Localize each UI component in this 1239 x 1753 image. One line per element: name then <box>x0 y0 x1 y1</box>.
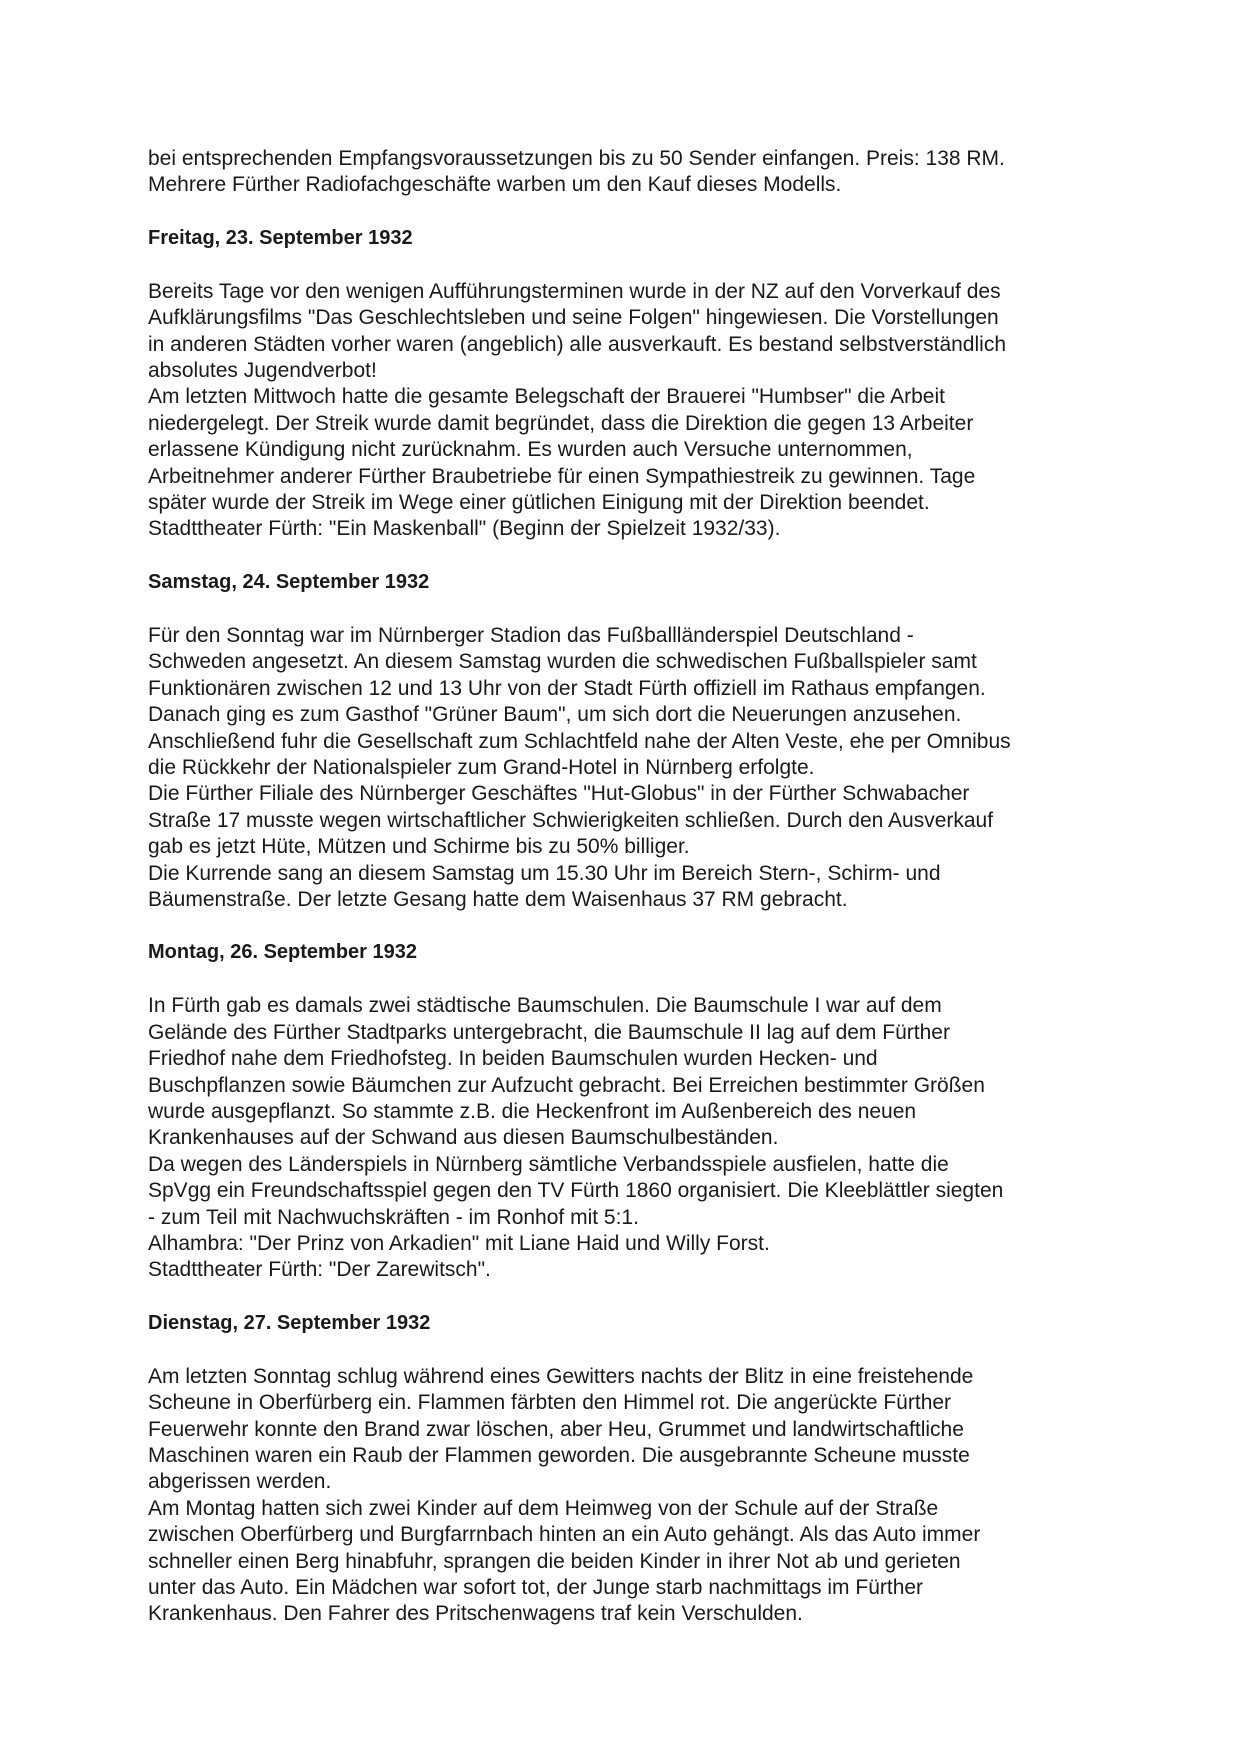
text-line: schneller einen Berg hinabfuhr, sprangen die beiden Kinder in ihrer Not ab und gerieten <box>148 1549 961 1573</box>
entry-heading: Samstag, 24. September 1932 <box>148 570 430 593</box>
intro-paragraph <box>148 146 1108 199</box>
text-line: in anderen Städten vorher waren (angeblich) alle ausverkauft. Es bestand selbstverständlich <box>148 332 1006 356</box>
text-line: Am letzten Sonntag schlug während eines Gewitters nachts der Blitz in eine freistehende <box>148 1364 974 1388</box>
text-line: Bäumenstraße. Der letzte Gesang hatte dem Waisenhaus 37 RM gebracht. <box>148 887 848 911</box>
text-line: - zum Teil mit Nachwuchskräften - im Ronhof mit 5:1. <box>148 1205 639 1229</box>
text-line: Friedhof nahe dem Friedhofsteg. In beiden Baumschulen wurden Hecken- und <box>148 1047 878 1071</box>
entry-heading: Montag, 26. September 1932 <box>148 941 417 964</box>
text-line: zwischen Oberfürberg und Burgfarrnbach hinten an ein Auto gehängt. Als das Auto immer <box>148 1523 981 1547</box>
text-line: In Fürth gab es damals zwei städtische Baumschulen. Die Baumschule I war auf dem <box>148 994 942 1018</box>
text-line: Aufklärungsfilms "Das Geschlechtsleben und seine Folgen" hingewiesen. Die Vorstellungen <box>148 306 999 330</box>
text-line: Buschpflanzen sowie Bäumchen zur Aufzucht gebracht. Bei Erreichen bestimmter Größen <box>148 1073 985 1097</box>
text-line: Am letzten Mittwoch hatte die gesamte Belegschaft der Brauerei "Humbser" die Arbeit <box>148 385 945 409</box>
text-line: Danach ging es zum Gasthof "Grüner Baum", um sich dort die Neuerungen anzusehen. <box>148 703 962 727</box>
text-line: die Rückkehr der Nationalspieler zum Grand-Hotel in Nürnberg erfolgte. <box>148 755 815 779</box>
text-line: niedergelegt. Der Streik wurde damit begründet, dass die Direktion die gegen 13 Arbeiter <box>148 411 974 435</box>
entry-body <box>148 279 1108 543</box>
text-line: wurde ausgepflanzt. So stammte z.B. die Heckenfront im Außenbereich des neuen <box>148 1099 917 1123</box>
entry-heading: Dienstag, 27. September 1932 <box>148 1311 431 1334</box>
text-line: Feuerwehr konnte den Brand zwar löschen, aber Heu, Grummet und landwirtschaftliche <box>148 1417 964 1441</box>
text-line: Stadttheater Fürth: "Ein Maskenball" (Beginn der Spielzeit 1932/33). <box>148 517 781 541</box>
text-line: Mehrere Fürther Radiofachgeschäfte warben um den Kauf dieses Modells. <box>148 173 842 197</box>
text-line: Arbeitnehmer anderer Fürther Braubetriebe für einen Sympathiestreik zu gewinnen. Tage <box>148 464 976 488</box>
entry-body <box>148 993 1108 1283</box>
entry-heading: Freitag, 23. September 1932 <box>148 226 413 249</box>
text-line: bei entsprechenden Empfangsvoraussetzungen bis zu 50 Sender einfangen. Preis: 138 RM. <box>148 147 1005 170</box>
text-line: abgerissen werden. <box>148 1470 332 1494</box>
entry-body <box>148 1364 1108 1628</box>
text-line: Straße 17 musste wegen wirtschaftlicher Schwierigkeiten schließen. Durch den Ausverkauf <box>148 808 994 832</box>
text-line: Anschließend fuhr die Gesellschaft zum Schlachtfeld nahe der Alten Veste, ehe per Omnibus <box>148 729 1011 753</box>
document-page <box>148 146 1108 1628</box>
text-line: Bereits Tage vor den wenigen Aufführungsterminen wurde in der NZ auf den Vorverkauf des <box>148 279 1001 303</box>
text-line: Gelände des Fürther Stadtparks untergebracht, die Baumschule II lag auf dem Fürther <box>148 1020 950 1044</box>
text-line: Krankenhaus. Den Fahrer des Pritschenwagens traf kein Verschulden. <box>148 1602 803 1626</box>
text-line: Die Fürther Filiale des Nürnberger Geschäftes "Hut-Globus" in der Fürther Schwabacher <box>148 782 970 806</box>
entry-body <box>148 623 1108 913</box>
text-line: gab es jetzt Hüte, Mützen und Schirme bis zu 50% billiger. <box>148 835 690 859</box>
text-line: Stadttheater Fürth: "Der Zarewitsch". <box>148 1258 491 1282</box>
text-line: absolutes Jugendverbot! <box>148 359 377 383</box>
text-line: Krankenhauses auf der Schwand aus diesen Baumschulbeständen. <box>148 1126 779 1150</box>
text-line: Am Montag hatten sich zwei Kinder auf dem Heimweg von der Schule auf der Straße <box>148 1496 939 1520</box>
text-line: Funktionären zwischen 12 und 13 Uhr von der Stadt Fürth offiziell im Rathaus empfangen. <box>148 676 986 700</box>
text-line: Maschinen waren ein Raub der Flammen geworden. Die ausgebrannte Scheune musste <box>148 1444 970 1468</box>
text-line: später wurde der Streik im Wege einer gütlichen Einigung mit der Direktion beendet. <box>148 491 930 515</box>
text-line: Da wegen des Länderspiels in Nürnberg sämtliche Verbandsspiele ausfielen, hatte die <box>148 1152 949 1176</box>
text-line: Schweden angesetzt. An diesem Samstag wurden die schwedischen Fußballspieler samt <box>148 650 977 674</box>
text-line: Für den Sonntag war im Nürnberger Stadion das Fußballländerspiel Deutschland - <box>148 623 914 647</box>
text-line: Scheune in Oberfürberg ein. Flammen färbten den Himmel rot. Die angerückte Fürther <box>148 1391 952 1415</box>
text-line: erlassene Kündigung nicht zurücknahm. Es wurden auch Versuche unternommen, <box>148 438 913 462</box>
text-line: unter das Auto. Ein Mädchen war sofort tot, der Junge starb nachmittags im Fürther <box>148 1576 924 1600</box>
text-line: Die Kurrende sang an diesem Samstag um 15.30 Uhr im Bereich Stern-, Schirm- und <box>148 861 941 885</box>
text-line: SpVgg ein Freundschaftsspiel gegen den TV Fürth 1860 organisiert. Die Kleeblättler siegten <box>148 1179 1004 1203</box>
text-line: Alhambra: "Der Prinz von Arkadien" mit Liane Haid und Willy Forst. <box>148 1232 770 1255</box>
